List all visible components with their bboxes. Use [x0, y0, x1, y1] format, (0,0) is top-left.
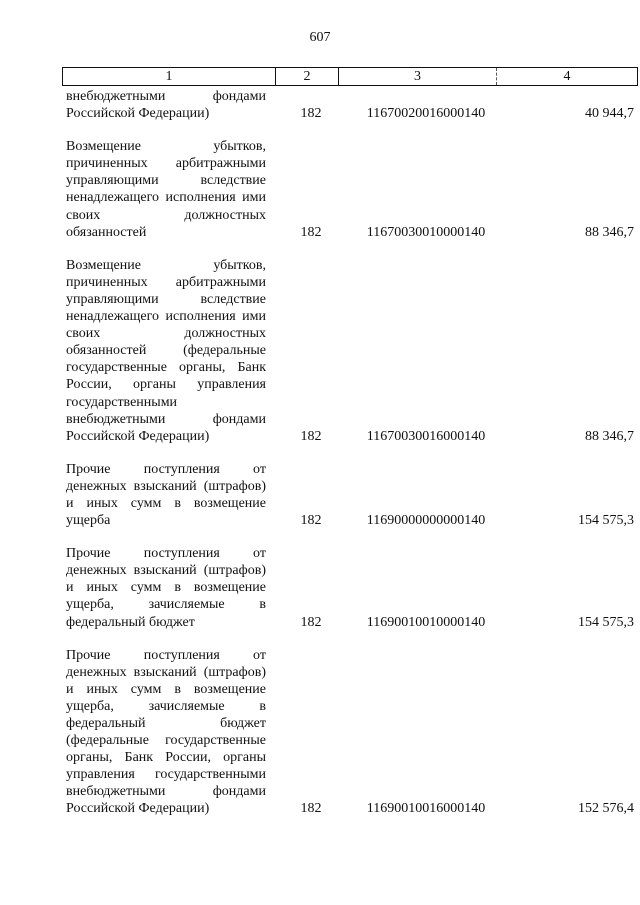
row-budget-code: 11690000000000140 [366, 513, 486, 529]
table-row [66, 138, 636, 241]
page-number: 607 [309, 30, 331, 45]
header-col-4: 4 [563, 68, 571, 84]
table-header-row [62, 67, 638, 86]
row-admin-code: 182 [300, 513, 322, 529]
row-admin-code: 182 [300, 428, 322, 444]
row-name: Возмещение убытков, причиненных арбитражными управляющими вследствие ненадлежащего исполнения ими своих должностных обязанностей [66, 139, 266, 240]
row-admin-code: 182 [300, 106, 322, 122]
row-amount: 152 576,4 [578, 801, 634, 817]
row-budget-code: 11690010010000140 [366, 614, 486, 630]
row-budget-code: 11670020016000140 [366, 106, 486, 122]
table-row [66, 88, 636, 122]
row-name: Прочие поступления от денежных взысканий (штрафов) и иных сумм в возмещение ущерба, зачисляемые в федеральный бюджет [66, 546, 266, 630]
header-col-3: 3 [339, 68, 497, 85]
row-budget-code: 11670030010000140 [366, 224, 486, 240]
table-row [66, 461, 636, 529]
row-amount: 88 346,7 [585, 428, 634, 444]
row-name: Возмещение убытков, причиненных арбитражными управляющими вследствие ненадлежащего исполнения ими своих должностных обязанностей (федеральные государственные органы, Банк России, органы управления государственными внебюджетными фондами Российской Федерации) [66, 257, 266, 444]
row-name: Прочие поступления от денежных взысканий (штрафов) и иных сумм в возмещение ущерба, зачисляемые в федеральный бюджет (федеральные государственные органы, Банк России, органы управления государственными внебюджетными фондами Российской Федерации) [66, 647, 266, 817]
table-body [66, 88, 636, 818]
row-admin-code: 182 [300, 801, 322, 817]
table-row [66, 647, 636, 818]
header-col-1: 1 [63, 68, 276, 85]
table-row [66, 545, 636, 630]
row-admin-code: 182 [300, 224, 322, 240]
header-col-2: 2 [276, 68, 339, 85]
table-row [66, 257, 636, 445]
row-name: внебюджетными фондами Российской Федерации) [66, 89, 266, 122]
row-amount: 40 944,7 [585, 106, 634, 122]
row-budget-code: 11690010016000140 [366, 801, 486, 817]
row-amount: 154 575,3 [578, 513, 634, 529]
row-admin-code: 182 [300, 614, 322, 630]
row-amount: 88 346,7 [585, 224, 634, 240]
row-amount: 154 575,3 [578, 614, 634, 630]
row-budget-code: 11670030016000140 [366, 428, 486, 444]
row-name: Прочие поступления от денежных взысканий (штрафов) и иных сумм в возмещение ущерба [66, 461, 266, 529]
